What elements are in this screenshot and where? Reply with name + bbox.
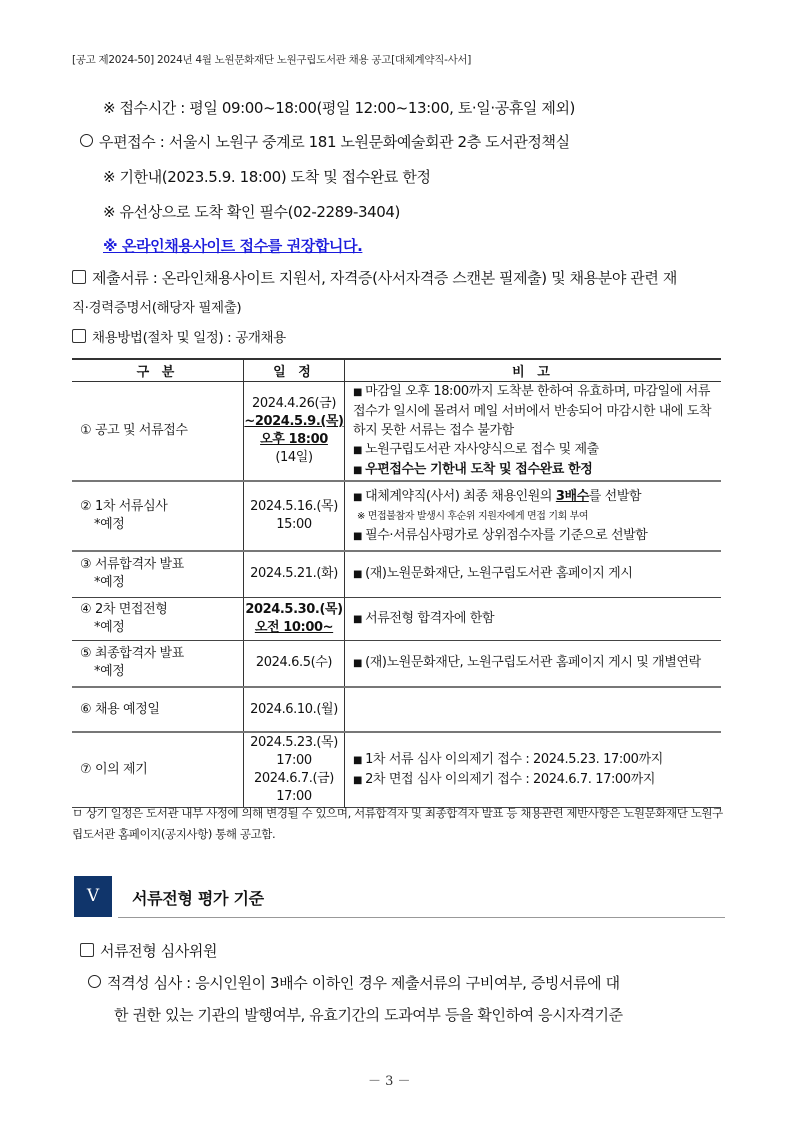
deadline-note: ※ 기한내(2023.5.9. 18:00) 도착 및 접수완료 한정 — [103, 168, 431, 186]
table-row — [72, 732, 721, 807]
schedule-line: ~2024.5.9.(목) — [244, 414, 344, 429]
stage-cell: ⑥ 채용 예정일 — [72, 687, 244, 732]
table-row — [72, 551, 721, 597]
documents-item — [72, 267, 677, 288]
note-text: 노원구립도서관 자사양식으로 접수 및 제출 — [365, 442, 599, 457]
schedule-line: 17:00 — [276, 752, 312, 768]
square-bullet-icon: ■ — [353, 445, 363, 456]
square-bullet-icon: ■ — [353, 465, 363, 476]
schedule-line: 2024.6.7.(금) — [254, 770, 334, 786]
method-item — [72, 326, 286, 346]
qualification-review-line2: 한 권한 있는 기관의 발행여부, 유효기간의 도과여부 등을 확인하여 응시자격기준 — [114, 1006, 623, 1024]
method-text: 채용방법(절차 및 일정) : 공개채용 — [92, 330, 286, 346]
documents-line2: 직·경력증명서(해당자 필제출) — [72, 300, 242, 316]
circle-bullet-icon — [80, 134, 93, 147]
note-text: 마감일 오후 18:00까지 도착분 한하여 유효하며, 마감일에 서류접수가 일시에 몰려서 메일 서버에서 반송되어 마감시한 내에 도착하지 못한 서류는 접수 불가함 — [353, 384, 712, 438]
checkbox-square-icon — [80, 943, 94, 957]
schedule-line: 2024.5.30.(목) — [245, 601, 343, 617]
square-bullet-icon: ■ — [353, 387, 363, 398]
note-text: (재)노원문화재단, 노원구립도서관 홈페이지 게시 — [365, 566, 633, 582]
stage-label: ⑤ 최종합격자 발표 — [80, 646, 184, 662]
documents-text: 제출서류 : 온라인채용사이트 지원서, 자격증(사서자격증 스캔본 필제출) 및 채용분야 관련 재 — [92, 269, 677, 287]
notes-cell — [345, 481, 722, 551]
notes-cell — [345, 382, 722, 482]
square-bullet-icon: ■ — [353, 530, 363, 542]
stage-note: *예정 — [94, 517, 125, 532]
schedule-line: 오전 10:00~ — [254, 619, 334, 635]
schedule-cell — [244, 597, 345, 640]
section-number-badge: Ⅴ — [74, 876, 112, 917]
note-subtext: ※ 면접불참자 발생시 후순위 지원자에게 면접 기회 부여 — [357, 510, 589, 522]
header-stage: 구 분 — [72, 359, 244, 382]
schedule-line: 오후 18:00 — [260, 432, 328, 447]
schedule-cell — [244, 732, 345, 807]
note-emphasis: 3배수 — [555, 488, 589, 504]
note-text: 필수·서류심사평가로 상위점수자를 기준으로 선발함 — [365, 527, 648, 543]
schedule-cell: 2024.6.10.(월) — [244, 687, 345, 732]
note-text: 우편접수는 기한내 도착 및 접수완료 한정 — [365, 462, 593, 477]
table-row — [72, 597, 721, 640]
section-divider — [118, 917, 725, 918]
stage-cell — [72, 640, 244, 687]
notes-cell — [345, 687, 722, 732]
stage-note: *예정 — [94, 575, 125, 591]
square-bullet-icon: ■ — [353, 569, 363, 581]
header-schedule: 일 정 — [244, 359, 345, 382]
stage-cell: ⑦ 이의 제기 — [72, 732, 244, 807]
schedule-line: 2024.4.26(금) — [251, 396, 337, 411]
square-bullet-icon: ■ — [353, 491, 363, 503]
schedule-cell — [244, 382, 345, 482]
schedule-table — [72, 358, 721, 808]
note-text: 대체계약직(사서) 최종 채용인원의 — [365, 488, 556, 504]
table-row — [72, 687, 721, 732]
subheading-item — [80, 940, 217, 961]
note-text: (재)노원문화재단, 노원구립도서관 홈페이지 게시 및 개별연락 — [365, 655, 701, 671]
table-header-row — [72, 359, 721, 382]
section-title: 서류전형 평가 기준 — [132, 889, 264, 908]
phone-note: ※ 유선상으로 도착 확인 필수(02-2289-3404) — [103, 203, 400, 221]
square-bullet-icon: ■ — [353, 658, 363, 670]
header-notes: 비 고 — [345, 359, 722, 382]
square-bullet-icon: ■ — [353, 774, 363, 786]
schedule-line: 15:00 — [276, 517, 312, 532]
note-text: 1차 서류 심사 이의제기 접수 : 2024.5.23. 17:00까지 — [365, 751, 663, 767]
note-text: 2차 면접 심사 이의제기 접수 : 2024.6.7. 17:00까지 — [365, 771, 655, 787]
schedule-cell — [244, 481, 345, 551]
table-row — [72, 382, 721, 482]
stage-cell — [72, 551, 244, 597]
note-text: 서류전형 합격자에 한함 — [365, 610, 495, 626]
checkbox-square-icon — [72, 329, 86, 343]
square-bullet-icon: ■ — [353, 754, 363, 766]
stage-label: ③ 서류합격자 발표 — [80, 557, 184, 573]
notes-cell — [345, 551, 722, 597]
postal-reception — [80, 131, 570, 152]
notes-cell — [345, 597, 722, 640]
table-footnote: ㅁ 상기 일정은 도서관 내부 사정에 의해 변경될 수 있으며, 서류합격자 및 최종합격자 발표 등 채용관련 제반사항은 노원문화재단 노원구립도서관 홈페이지(공지사항) 통해 공고함. — [72, 806, 723, 841]
schedule-line: 2024.5.16.(목) — [250, 499, 338, 514]
running-header: [공고 제2024-50] 2024년 4월 노원문화재단 노원구립도서관 채용 공고[대체계약직-사서] — [72, 54, 472, 66]
stage-label: ② 1차 서류심사 — [80, 499, 168, 514]
schedule-cell: 2024.5.21.(화) — [244, 551, 345, 597]
table-row — [72, 640, 721, 687]
page-number: － 3 － — [368, 1074, 411, 1089]
note-text: 를 선발함 — [588, 488, 642, 504]
schedule-cell: 2024.6.5(수) — [244, 640, 345, 687]
circle-bullet-icon — [88, 975, 101, 988]
stage-label: ④ 2차 면접전형 — [80, 601, 168, 617]
postal-label: 우편접수 : 서울시 노원구 중계로 181 노원문화예술회관 2층 도서관정책실 — [99, 133, 570, 151]
notes-cell — [345, 732, 722, 807]
stage-cell: ① 공고 및 서류접수 — [72, 382, 244, 482]
subheading-text: 서류전형 심사위원 — [100, 942, 218, 960]
table-row — [72, 481, 721, 551]
stage-note: *예정 — [94, 619, 125, 635]
stage-note: *예정 — [94, 664, 125, 680]
schedule-line: 17:00 — [276, 788, 312, 804]
notes-cell — [345, 640, 722, 687]
checkbox-square-icon — [72, 270, 86, 284]
stage-cell — [72, 481, 244, 551]
qualification-review — [88, 972, 620, 993]
schedule-line: (14일) — [275, 450, 313, 465]
schedule-line: 2024.5.23.(목) — [250, 734, 338, 750]
online-recommend-link[interactable]: ※ 온라인채용사이트 접수를 권장합니다. — [103, 237, 363, 255]
bullet-text: 적격성 심사 : 응시인원이 3배수 이하인 경우 제출서류의 구비여부, 증빙서류에 대 — [107, 974, 620, 992]
square-bullet-icon: ■ — [353, 613, 363, 625]
stage-cell — [72, 597, 244, 640]
reception-hours: ※ 접수시간 : 평일 09:00~18:00(평일 12:00~13:00, 토·일·공휴일 제외) — [103, 99, 576, 117]
